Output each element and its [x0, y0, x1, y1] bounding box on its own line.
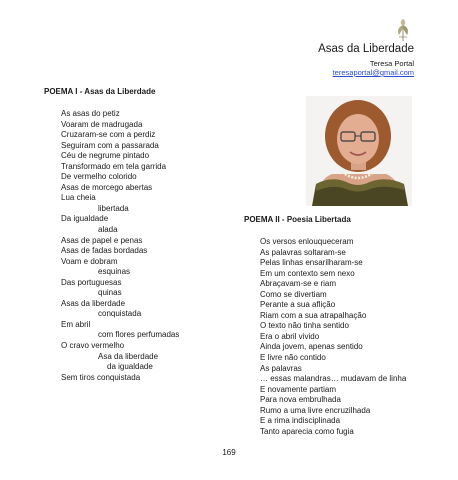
poem-2-title: POEMA II - Poesia Libertada [244, 215, 351, 224]
author-email-link[interactable]: teresaportal@gmail.com [332, 68, 414, 77]
document-title: Asas da Liberdade [318, 43, 414, 55]
poem-1-lines [61, 109, 179, 383]
poem-line: … essas malandras… mudavam de linha [260, 374, 407, 384]
portrait-illustration [306, 96, 412, 206]
poem-line: alada [98, 225, 118, 235]
feather-logo-icon [392, 16, 414, 42]
poem-line: Asas de morcego abertas [61, 182, 153, 192]
poem-2-lines [260, 237, 406, 437]
poem-line: As asas do petiz [61, 109, 120, 118]
poem-line: Céu de negrume pintado [61, 151, 150, 161]
poem-line: Asas de papel e penas [61, 235, 143, 245]
poem-line: Das portuguesas [61, 277, 122, 287]
author-name: Teresa Portal [369, 59, 414, 68]
poem-line: Ainda jovem, apenas sentido [260, 342, 363, 352]
poem-line: conquistada [98, 309, 142, 319]
poem-line: Como se divertiam [260, 289, 327, 299]
poem-line: Voam e dobram [61, 256, 118, 266]
poem-line: De vermelho colorido [61, 172, 137, 182]
poem-line: E a rima indisciplinada [260, 416, 341, 426]
poem-line: Rumo a uma livre encruzilhada [260, 405, 371, 415]
poem-line: Para nova embrulhada [260, 395, 341, 405]
poem-line: libertada [98, 203, 129, 213]
poem-line: Asas da liberdade [61, 298, 126, 308]
poem-line: Asa da liberdade [98, 351, 159, 361]
poem-line: com flores perfumadas [98, 330, 180, 340]
poem-line: Em um contexto sem nexo [260, 268, 355, 278]
poem-line: Seguiram com a passarada [61, 140, 159, 150]
poem-line: esquinas [98, 267, 131, 277]
poem-line: Pelas linhas ensarilharam-se [260, 258, 363, 268]
page-number: 169 [222, 448, 236, 457]
poem-line: Em abril [61, 319, 91, 329]
poem-line: O cravo vermelho [61, 341, 125, 351]
poem-line: quinas [98, 288, 122, 298]
poem-line: As palavras soltaram-se [260, 247, 346, 257]
poem-line: O texto não tinha sentido [260, 321, 349, 331]
poem-line: Riam com a sua atrapalhação [260, 310, 367, 320]
poem-line: E livre não contido [260, 353, 326, 363]
poem-line: Abraçavam-se e riam [260, 279, 337, 289]
poem-line: da igualdade [107, 362, 153, 372]
poem-line: Transformado em tela garrida [61, 161, 167, 171]
poem-line: Lua cheia [61, 193, 96, 203]
author-photo [306, 96, 412, 206]
poem-line: Asas de fadas bordadas [61, 246, 148, 256]
poem-line: Sem tiros conquistada [61, 372, 141, 382]
poem-line: E novamente partiam [260, 384, 337, 394]
poem-line: As palavras [260, 363, 302, 373]
poem-line: Era o abril vivido [260, 331, 320, 341]
poem-line: Os versos enlouqueceram [260, 237, 354, 246]
poem-1-title: POEMA I - Asas da Liberdade [44, 87, 156, 96]
poem-line: Perante a sua aflição [260, 300, 336, 310]
poem-line: Da igualdade [61, 214, 109, 224]
poem-line: Voaram de madrugada [61, 119, 143, 129]
poem-line: Cruzaram-se com a perdiz [61, 130, 156, 140]
poem-line: Tanto aparecia como fugia [260, 426, 354, 436]
